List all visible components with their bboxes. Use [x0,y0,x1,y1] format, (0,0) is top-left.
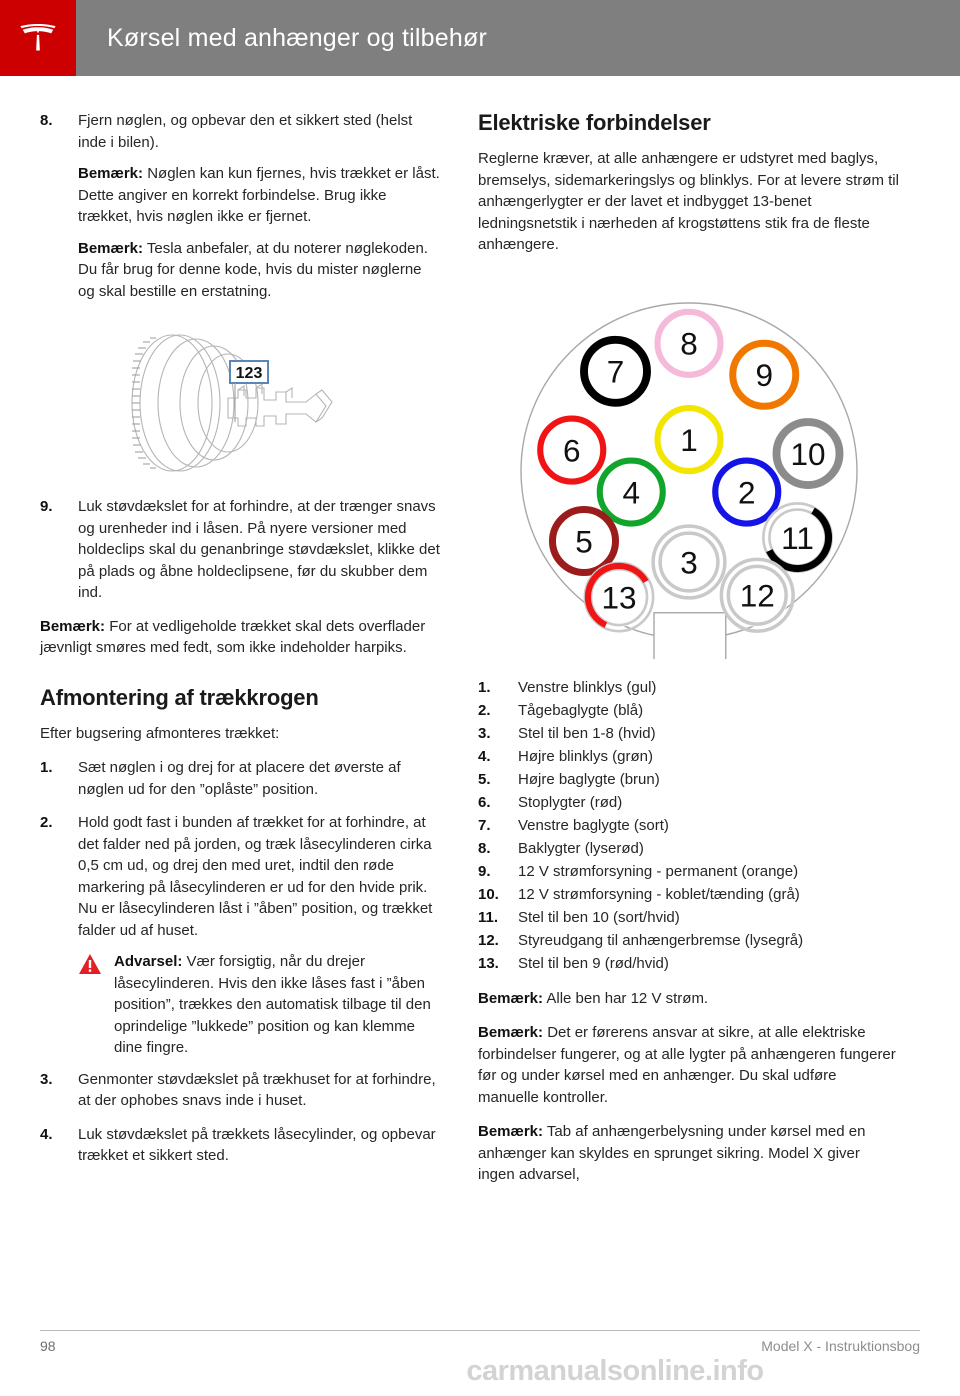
legend-label: 12 V strømforsyning - koblet/tænding (grå) [518,885,800,903]
connector-keyway [654,612,726,658]
step-list-continued [40,110,440,312]
note-label: Bemærk: [478,1024,544,1041]
legend-label: Venstre blinklys (gul) [518,678,657,696]
step-text: Fjern nøglen, og opbevar den et sikkert sted (helst inde i bilen). [78,112,413,151]
legend-label: 12 V strømforsyning - permanent (orange) [518,862,799,880]
pin-number-label: 2 [737,473,756,510]
note-label: Bemærk: [78,239,144,257]
list-item [478,792,900,814]
page-title: Kørsel med anhænger og tilbehør [107,23,487,52]
connector-pin-1 [658,408,721,471]
pin-number-label: 12 [739,577,775,614]
legend-number: 5. [478,770,491,788]
step-number: 4. [40,1125,53,1143]
key-code-label: 123 [235,365,263,382]
note-text: For at vedligeholde trækket skal dets overflader jævnligt smøres med fedt, som ikke indeholder harpiks. [40,617,426,656]
list-item [478,930,900,952]
legend-number: 7. [478,816,491,834]
step-number: 2. [40,814,53,831]
step-text: Hold godt fast i bunden af trækket for at forhindre, at det falder ned på jorden, og træk låsecylinderen cirka 0,5 cm ud, og drej den med uret, indtil den røde markering på låsecylinderen er ud for den hvide prik. Nu er låsecylinderen låst i ”åben” position, og trækket falder ud af huset. [78,814,433,939]
connector-pin-9 [733,343,796,406]
step-list-9 [40,496,440,614]
right-column [480,110,960,1290]
page-content [0,110,960,1290]
list-item [478,907,900,929]
warning-label: Advarsel: [114,953,183,970]
step-text: Luk støvdækslet på trækkets låsecylinder, og opbevar trækket et sikkert sted. [78,1125,436,1164]
warning-block [78,951,440,1059]
note-label: Bemærk: [478,1123,544,1140]
note-key-code [78,238,440,303]
connector-pin-8 [658,311,721,374]
connector-pin-2 [715,460,778,523]
legend-number: 12. [478,931,499,949]
left-column [0,110,480,1290]
list-item [478,769,900,791]
legend-number: 2. [478,701,491,719]
list-item [478,700,900,722]
list-item [40,1069,440,1122]
legend-label: Stel til ben 9 (rød/hvid) [518,954,669,972]
page-footer [40,1330,920,1370]
note-fuse [478,1121,900,1186]
list-item [478,838,900,860]
legend-number: 13. [478,954,499,972]
trailer-connector-figure [478,269,900,659]
list-item [478,815,900,837]
connector-diagram [514,269,864,659]
step-text: Genmonter støvdækslet på trækhuset for at forhindre, at der ophobes snavs inde i huset. [78,1070,436,1109]
list-item [478,953,900,975]
legend-label: Højre baglygte (brun) [518,770,660,788]
legend-number: 9. [478,862,491,880]
warning-triangle-icon [78,951,114,1059]
connector-pin-12 [721,559,793,631]
pin-number-label: 3 [680,543,698,580]
list-item [478,884,900,906]
legend-label: Styreudgang til anhængerbremse (lysegrå) [518,931,804,949]
note-text: Nøglen kan kun fjernes, hvis trækket er låst. Dette angiver en korrekt forbindelse. Brug ikke trækket, hvis nøglen ikke er fjernet. [78,165,440,225]
list-item [478,861,900,883]
note-text: Det er førerens ansvar at sikre, at alle elektriske forbindelser fungerer, og at alle lygter på anhængeren fungerer før og under kørsel med en anhænger. Du skal udføre manuelle kontroller. [478,1024,896,1106]
list-item [478,677,900,699]
note-text: Alle ben har 12 V strøm. [543,989,709,1007]
section-heading-afmontering: Afmontering af trækkrogen [40,684,319,710]
note-12v [478,988,900,1010]
section-intro: Efter bugsering afmonteres trækket: [40,724,280,742]
list-item [40,812,440,1067]
warning-icon-glyph [78,953,102,975]
note-label: Bemærk: [40,617,106,635]
book-title: Model X - Instruktionsbog [761,1338,920,1354]
list-item [478,723,900,745]
legend-number: 11. [478,908,499,926]
legend-number: 4. [478,747,491,765]
list-item [40,496,440,614]
list-item [40,110,440,312]
removal-step-list [40,757,440,1177]
pin-number-label: 10 [790,435,826,472]
step-number: 1. [40,759,53,776]
key-cylinder-figure [40,328,440,478]
pin-number-label: 11 [781,519,814,556]
connector-pin-6 [540,418,603,481]
step-number: 3. [40,1070,53,1088]
connector-pin-3 [653,526,725,598]
key-cylinder-illustration [110,328,370,478]
pin-number-label: 13 [601,578,637,615]
pin-number-label: 9 [755,356,774,393]
connector-pin-13 [585,562,653,630]
legend-number: 6. [478,793,491,811]
legend-label: Stel til ben 10 (sort/hvid) [518,908,680,926]
note-text: Tab af anhængerbelysning under kørsel med en anhænger kan skyldes en sprunget sikring. Model X giver ingen advarsel, [478,1123,866,1183]
legend-number: 10. [478,885,499,903]
note-label: Bemærk: [478,989,544,1007]
legend-label: Stoplygter (rød) [518,793,623,811]
page-header [0,0,960,76]
legend-label: Tågebaglygte (blå) [518,701,644,719]
warning-text-container [114,951,440,1059]
pin-number-label: 5 [575,522,593,559]
pin-number-label: 8 [680,325,698,362]
tesla-logo-icon [15,15,61,61]
step-number: 9. [40,498,53,515]
tesla-logo [0,0,76,76]
note-text: Tesla anbefaler, at du noterer nøglekoden. Du får brug for denne kode, hvis du mister nøglerne og skal bestille en erstatning. [78,239,428,300]
legend-number: 8. [478,839,491,857]
pin-number-label: 4 [622,473,641,510]
connector-legend-list [478,677,900,975]
legend-label: Baklygter (lyserød) [518,839,644,857]
connector-pin-7 [584,339,647,402]
connector-pin-10 [777,422,840,485]
step-number: 8. [40,112,53,129]
list-item [478,746,900,768]
pin-number-label: 7 [606,353,625,390]
legend-number: 1. [478,678,491,696]
legend-label: Højre blinklys (grøn) [518,747,654,765]
note-label: Bemærk: [78,165,144,182]
legend-label: Stel til ben 1-8 (hvid) [518,724,656,742]
electrical-intro-text: Reglerne kræver, at alle anhængere er udstyret med baglys, bremselys, sidemarkeringslys og blinklys. For at levere strøm til anhængerlygter er der lavet et indbygget 13-benet ledningsnetstik i nærheden af krogstøttens stik fra de fleste anhængere. [478,150,899,253]
watermark-text: carmanualsonline.info [466,1355,764,1387]
step-text: Sæt nøglen i og drej for at placere det øverste af nøglen ud for den ”oplåste” position. [78,759,401,798]
legend-label: Venstre baglygte (sort) [518,816,669,834]
pin-number-label: 6 [562,431,581,468]
connector-pin-4 [600,460,663,523]
note-grease [40,616,440,659]
section-heading-elektriske: Elektriske forbindelser [478,110,711,135]
list-item [40,757,440,810]
note-driver-responsibility [478,1022,900,1108]
warning-text: Vær forsigtig, når du drejer låsecylinderen. Hvis den ikke låses fast i ”åben position”, trækkes den automatisk tilbage til den oprindelige ”lukkede” position og kan klemme dine fingre. [114,953,431,1056]
connector-pin-5 [553,509,616,572]
legend-number: 3. [478,724,491,742]
page-number: 98 [40,1338,56,1354]
pin-number-label: 1 [680,421,698,458]
step-text: Luk støvdækslet for at forhindre, at der trænger snavs og urenheder ind i låsen. På nyere versioner med holdeclips skal du genanbringe støvdækslet, klikke det på plads og åbne holdeclipsene, før du skubber dem ind. [78,498,440,601]
note-key-removal [78,163,440,228]
list-item [40,1124,440,1177]
